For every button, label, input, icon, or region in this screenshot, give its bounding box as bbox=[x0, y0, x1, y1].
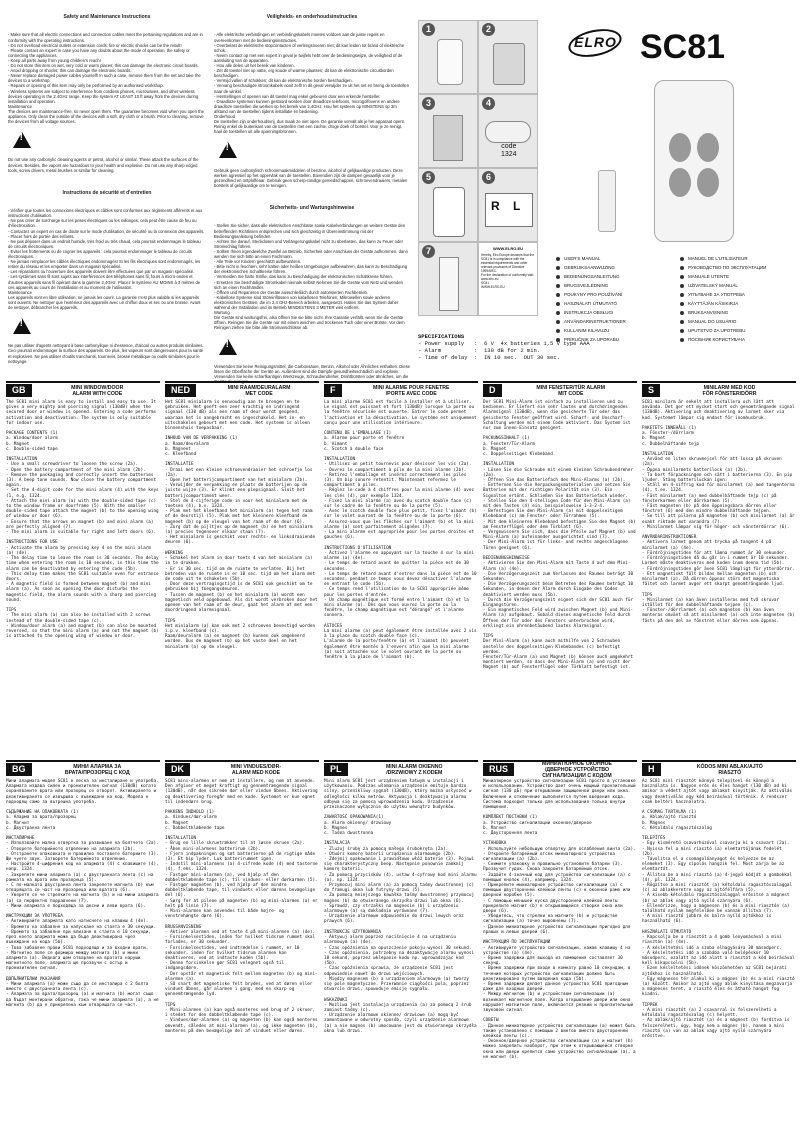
panel-title: MINI WINDOW/DOOR ALARM WITH CODE bbox=[71, 384, 124, 397]
panel-body: Mini alarm SC81 jest urządzeniem łatwym w instalacji i użytkowaniu. Podczas włamania urządzenie emituje bardzo silny, przenikliwy sygnał (130dB), który można usłyszeć w odległości kilku metrów. Aktywacja i deaktywacja alarmu odbywa się za pomocą wprowadzenia kodu. Urządzenie przeznaczone wyłącznie do użytku wewnątrz budynków. ZAWARTOŚĆ OPAKOWANIA(1) a. Alarm okienny/ drzwiowy b. Magnes c. Taśma dwustronna INSTALACJA - Zluzuj śrubę za pomocą małego śrubokręta (2a). - Otwórz komorę baterii urządzenia alarmowego (2b). - Zdejmij opakowanie i prawidłowo włóż baterie (3). Pojawi się charakterystyczny beep. Następnie ponownie zamknij komorę baterii. - Za pomocą przycisków (4), ustaw 4-cyfrowy kod mini alarmu (a), np. 1324. - Przymocuj mini alarm (a) za pomocą taśmy dwustronnej (c) do framugi okna lub futryny drzwi (5). - Za pomocą mniejszego kawałka taśmy dwustronnej przymocuj magnes (b) do otwieranego skrzydła drzwi lub okna (6). - Sprawdź, czy strzałki na magnesie (b) i urządzeniu alarmowym (a) są dokładnie wyrównane (7). - Urządzenie alarmowe odpowiednie do drzwi lewych oraz prawych (6). INSTRUKCJE UŻYTKOWANIA - Aktywuj alarm poprzez naciśnięcie 4 na urządzeniu alarmowym (a) (4e). - Czas opóźnienia na opuszczenie pokoju wynosi 30 sekund. - Czas opóźnienia, potrzebny na dezaktywację alarmu wynosi 10 sekund, poprzez wklepanie kodu np. wprowadzając kod (5b). - Czas opóźnienia sprawia, że urządzenie SC81 jest odpowiednie nawet do drzwi wejściowych. - Między magnesem (b) a urządzeniem alarmowym (a) tworzy się pole magnetyczne. Przerwanie ciągłości pola, poprzez otwarcie drzwi, spowoduje emisję sygnału. WSKAZÓWKI - Możliwa jest instalacja urządzenia (a) za pomocą 2 śrub zamiast taśmy (c). - Urządzenie alarmowe okienne/ drzwiowe (a) mogą być zamontowane w odwrotny sposób, czyli urządzenie alarmowe (a) a nie magnes (b) umocowane jest do otwieranego skrzydła okna lub drzwi. bbox=[324, 779, 477, 1034]
language-item: HASZNÁLATI ÚTMUTATÓ bbox=[556, 299, 672, 308]
language-item: GEBRUIKSAANWIJZING bbox=[556, 263, 672, 272]
declaration-title: WWW.ELRO.EU bbox=[493, 246, 523, 251]
language-item: USER'S MANUAL bbox=[556, 254, 672, 263]
language-item: BEDIENUNGSANLEITUNG bbox=[556, 272, 672, 281]
product-image-2: 2 bbox=[478, 20, 538, 94]
panel-header bbox=[165, 760, 319, 777]
safety-warn-de: Verwenden Sie keine Reinigungsmittel, die Carbonsäure, Benzin, Alkohol oder Ähnliches enthalten. Diese lösen die Oberfläche der Geräte an. Außerdem sind die Dämpfe gesundheitsschädlich und explosiv. Verwenden Sie keine scharfkantigen Werkzeuge, Schraubendreher, Drahtbürsten oder ähnliches, um die Geräte zu reinigen. bbox=[214, 363, 412, 384]
panel-language-code: H bbox=[642, 763, 661, 776]
panel-title: KÓDOS MINI ABLAK/AJTÓ RIASZTÓ bbox=[696, 763, 763, 776]
code-label: code 1324 bbox=[501, 143, 517, 158]
language-panel bbox=[483, 760, 637, 1132]
product-image-7: 7 bbox=[418, 242, 478, 316]
spec-title: SPECIFICATIONS bbox=[418, 333, 465, 340]
product-image-5: 5 bbox=[418, 168, 478, 242]
panel-body: Миниатюрное устройство сигнализации SC81 просто в установке и использовании. Устройство дает очень мощный пронзительный сигнал (130 дБ) при открывании защищенной двери или окна. Включение и отключение выполняется путем введения кода. Система подходит только для использования только внутри помещения. КОМПЛЕКТ ПОСТАВКИ (1) a. Устройство сигнализации оконное/дверное b. Магнит c. Двусторонняя лента УСТАНОВКА - Используйте небольшую отвертку для ослабления винта (2a). - Откройте батарейный отсек миниатюрного устройства сигнализации (a) (2b). - Снимите упаковку и правильно установите батареи (3). Прозвучит гудок. Снова закройте батарейный отсек. - Задайте 4-значный код для устройства сигнализации (a) с помощью кнопок (4), например, 1324. - Прикрепите миниатюрное устройство сигнализации (a) с помощью двусторонней клейкой ленты (c) к оконной раме или дверной коробке (5). - С помощью меньшей куска двусторонней клейкой ленты прикрепите магнит (b) к открывающейся створке окна или двери (6). - Убедитесь, что стрелки на магните (b) и устройстве сигнализации (a) точно выровнены (7). - Данное миниатюрное устройство сигнализации пригодно для правых и левых дверей (6). ИНСТРУКЦИЯ ПО ЭКСПЛУАТАЦИИ - Активируйте устройство сигнализации, нажав клавишу 4 на устройстве (a) (4e). - Время задержки для выхода из помещения составляет 30 секунд. - Время задержки при входе в комнату равно 10 секундам, в течение которых устройство сигнализации должно быть деактивировано путем введения кода (5b). - Время задержки делает данное устройство SC81 пригодным даже для входных дверей. - Между магнитом (b) и устройством сигнализации (a) возникает магнитное поле. Когда открывание двери или окна нарушает магнитное поле, включается резкий и пронзительный звуковой сигнал. СОВЕТЫ - Данное миниатюрное устройство сигнализации (a) может быть также установлено с помощью 2 винтов вместо двусторонней клейкой ленты (c). - Оконное/дверное устройство сигнализации (a) и магнит (b) можно закрепить наоборот, при этом к открывающейся створке окна или двери крепится само устройство сигнализации (a), а не магнит (b). bbox=[483, 779, 636, 1060]
language-item: MANUAL DO USUÁRIO bbox=[680, 317, 796, 326]
bullet-icon bbox=[680, 338, 684, 342]
language-item: KULLANIM KILAVUZU bbox=[556, 326, 672, 335]
language-panel bbox=[483, 381, 637, 756]
panel-title: MINI VINDUES/DØR- ALARM MED KODE bbox=[230, 763, 282, 776]
model-title: SC81 bbox=[640, 28, 726, 66]
safety-title-fr: Instructions de sécurité et d'entretien bbox=[62, 189, 152, 196]
panel-language-code: NED bbox=[165, 384, 196, 397]
panel-language-code: BG bbox=[6, 763, 32, 776]
spec-row: - Time of delay : IN 10 sec. OUT 30 sec. bbox=[418, 354, 560, 361]
bullet-icon bbox=[680, 329, 684, 333]
panel-language-code: S bbox=[642, 384, 660, 397]
panel-header bbox=[642, 381, 796, 398]
safety-body-en: - Make sure that all electric connections and connection cables meet the pertaining regulations and are in conformity with the operating instructions. - Do not overload electrical outlets or extension cords; fire or electric shocks can be the result! - Please contact an expert in case you have any doubts about the mode of operation, the safety or connecting the appliances. - Keep all parts away from young children's reach! - Do not store this item on wet, very cold or warm places; this can damage the electronic circuit boards. - Avoid dropping or shocks; this can damage the electronic boards. - Never replace damaged power cables yourself! In such a case, remove them from the net and take the devices to a workshop. - Repairs or opening of this item may only be performed by an authorised workshop. - Wireless systems are subject to interference from cordless phones, microwaves, and other wireless devices operating in the 2.4GHz range. Keep the system AT LEAST 10 ft away from the devices during installation and operation. Maintenance The devices are maintenance-free, so never open them. The guarantee becomes void when you open the appliance. Only clean the outside of the devices with a soft, dry cloth or a brush. Prior to cleaning, remove the devices from all voltage sources. bbox=[8, 32, 204, 125]
language-item: РУКОВОДСТВО ПО ЭКСПЛУАТАЦИИ bbox=[680, 263, 796, 272]
language-item: BRUKSANVISNING bbox=[680, 308, 796, 317]
panel-language-code: DK bbox=[165, 763, 190, 776]
language-panel bbox=[165, 760, 319, 1132]
panel-title: MINI FENSTER/TÜR ALARM MIT CODE bbox=[536, 384, 606, 397]
safety-column-right bbox=[214, 3, 412, 384]
safety-column-left bbox=[8, 3, 206, 375]
spec-row: - Power supply : 6 V 4x batteries 1,5 V type AAA bbox=[418, 340, 590, 347]
panel-header bbox=[165, 381, 319, 398]
safety-title-de: Sicherheits- und Wartungshinweise bbox=[269, 205, 355, 212]
product-magnet-photo bbox=[598, 170, 616, 232]
panel-body: SC81 mini-alarmen er nem at installere, og nem at anvende. Den afgiver et meget kraftigt og gennemtrængende signal (130dB), når den sikrede dør eller vindue åbnes. Aktivering og deaktivering foregår med en kode. Systemet er kun egnet til indendørs brug. PAKKENS INDHOLD (1) a. Vindues/dør-alarm b. Magnet c. Dobbeltklæbende tape INSTALLATION - Brug en lille skruetrækker til at løsne skruen (2a). - Åben mini-alarmens batterirum (2b). - Fjern indpakningen og sæt batterierne på de rigtige måde (3). Et bip lyder. Luk batterirummet igen. - Indstil mini-alarmens (a) 4-cifrede kode (4) med tasterne (4), f.eks. 1324. - Fastgør mini-alarmen (a), ved hjælp af den dobbeltklæbende tape (c), til vindues- eller dørkarmen (5). - Fastgør magneten (b), ved hjælp af den mindre dobbeltklæbende tape, til vinduets eller dørens bevægelige del (6). - Sørg for at pilene på magneten (b) og mini-alarmen (a) er helt på linie (7). - Mini-alarmen kan anvendes til både højre- og venstrehængte døre (6). BRUGSANVISNING - Aktiver alarmen ved at taste 4 på mini-alarmen (a) (4e). - Forsinkelsestiden, inden for hvilket tidsrum rummet skal forlades, er 30 sekunder. - Forsinkelsestiden, ved indtrædelse i rummet, er 10 sekunder, inden for hvilket tidsrum alarmen kan deaktiveres, ved at indtaste koden (5b). - Denne forsinkelse gør SC81 velegnet også til indgangsdøre. - Der opstår et magnetisk felt mellem magneten (b) og mini-alarmen (a). - Så snart det magnetiske felt brydes, ved at døren eller vinduet åbnes, går alarmen i gang, med en skarp og gennemtrængende lyd. TIPS - Mini-alarmen (a) kan også monteres ved brug af 2 skruer, i stedet for den dobbeltklæbende tape (c). - Vindues/dør-alarmen (a) og magneten (b) kan også monteres omvendt, således at mini-alarmen (a), og ikke magneten (b), monteres på den bevægelige del af vinduet eller døren. bbox=[165, 779, 318, 1034]
panel-header bbox=[642, 760, 796, 777]
language-panel bbox=[165, 381, 319, 756]
panel-body: The SC81 mini alarm is easy to install and easy to use. It gives a very mighty and piercing signal (130dB) when the secured door or window is opened. Entering a code performs activation and deactivation. The system is only suitable for indoor use. PACKAGE CONTENTS (1) a. Window/door alarm b. Magnet c. Double-sided tape INSTALLATION - Use a small screwdriver to loosen the screw (2a). - Open the battery compartment of the mini alarm (2b). - Remove the packaging and correctly insert the batteries (3). A beep tone sounds. Now close the battery compartment again. - Set the 4-digit code for the mini alarm (4) with the keys (1, e.g. 1324. - Attach the mini alarm (a) with the double-sided tape (c) to the window frame or doorframe (5). With the smaller double-sided tape attach the magnet (b) to the opening wing of window or door (6). - Ensure that the arrows on magnet (b) and mini alarm (a) are perfectly aligned (7). - The mini alarm is suitable for right and left doors (6). INSTRUCTIONS FOR USE - Activate the alarm by pressing key 4 on the mini alarm (a) (4e). - The delay time to leave the room is 30 seconds. The delay time when entering the room is 10 seconds, in this time the alarm can be deactivated by entering the code (5b). - This delay time makes the SC81 suitable even for entrance doors. - A magnetic field is formed between magnet (b) and mini alarm (a). As soon as opening the door disturbs the magnetic field, the alarm sounds with a sharp and piercing sound. TIPS - The mini alarm (a) can also be installed with 2 screws instead of the double-sided tape (c). - Window/door alarm (a) and magnet (b) can also be mounted reversed, so that the mini alarm (a) and not the magnet (b) is attached to the opening wing of window or door. bbox=[6, 400, 159, 640]
language-panel bbox=[6, 760, 160, 1132]
panel-header bbox=[6, 381, 160, 398]
safety-title-nl: Veiligheids- en onderhoudsinstructies bbox=[266, 14, 358, 21]
panel-title: МИНИАТЮРНОЕ ОКОННОЕ /ДВЕРНОЕ УСТРОЙСТВО СИГНАЛИЗАЦИИ С КОДОМ bbox=[542, 760, 612, 779]
language-item: UŽIVATELSKÝ MANUÁL bbox=[680, 281, 796, 290]
warning-icon bbox=[13, 132, 31, 148]
warning-icon bbox=[219, 339, 237, 355]
panel-header bbox=[6, 760, 160, 777]
language-panel bbox=[324, 760, 478, 1132]
brand-logo: ELRO bbox=[568, 30, 622, 54]
label-r: R bbox=[491, 199, 500, 213]
product-photo bbox=[654, 80, 734, 242]
product-image-3: 3 bbox=[418, 94, 478, 168]
panel-body: Het SC81 minialarm is eenvoudig aan te brengen en te gebruiken. Het geeft een zeer krachtig en indringend signaal (130 dB) als een raam of deur wordt geopend, waaraan het is aangebracht en ingeschakeld. Het in- en uitschakelen gebeurt met een code. Het systeem is alleen binnenshuis toepasbaar. INHOUD VAN DE VERPAKKING (1) a. Raam/deuralarm b. Magneet c. Kleefband INSTALLATIE - Draai met een kleine schroevendraaier het schroefje los (2a). - Open het batterijcompartiment van het minialarm (2b). - Verwijder de verpakking en plaats de batterijen op de juiste wijze (3). Er klinkt een piepsignaal. Sluit het batterijcompartiment weer. - Stel de 4-cijferige code in voor het minialarm met de toetsen (4), b.v. 1324. - Plak met het kleefband het minialarm (a) tegen het raam of de deurstijl (5). Plak met het kleinere kleefband de magneet (b) op de vleugel van het raam of de deur (6). - Zorg dat de pijltjes op de magneet (b) en het minialarm (a) precies tegenover elkaar staan (7). - Het minialarm is geschikt voor rechts- en linksdraaiende deuren (6). WERKING - Schakel het alarm in door toets 4 van het minialarm (a) in te drukken. - Er is 30 sec. tijd om de ruimte te verlaten. Bij het betreden van de ruimte is er 10 sec. tijd om het alarm met de code uit te schakelen (5b). - Door deze vertragingstijd is de SC81 ook geschikt om te gebruiken bij toegangsdeuren. - Tussen de magneet (b) en het minialarm (a) wordt een magnetisch veld opgebouwd. Als dit wordt verbroken door het openen van het raam of de deur, gaat het alarm af met een doordringend alarmsignaal. TIPS Het minialarm (a) kan ook met 2 schroeven bevestigd worden i.p.v. kleefband (c). Raam/deuralarm (a) en magneet (b) kunnen ook omgekeerd worden. Dus de magneet (b) op het vaste deel en het minialarm (a) op de vleugel. bbox=[165, 400, 318, 650]
safety-title-en: Safety and Maintenance Instructions bbox=[63, 14, 151, 21]
safety-warn-en: Do not use any carbonylic cleaning agents or petrol, alcohol or similar. These attack the surfaces of the devices. Besides, the vapors are hazardous to your health and explosive. Do not use any sharp edged tools, screw drivers, metal brushes or similar for cleaning. bbox=[8, 157, 200, 173]
language-panel bbox=[642, 760, 796, 1132]
panel-header bbox=[483, 381, 637, 398]
panel-language-code: PL bbox=[324, 763, 348, 776]
panel-body: Мини алармата модел SC81 е лесна за инсталиране и употреба. Алармата издава силен и пронизителен сигнал (130dB) когато охраняваните врата или прозорец се отворят. Активирането и деактивирането се извършва с въвеждане на код. Модела е подходящ само за вътрешна употреба. СЪДЪРЖАНИЕ НА ОПАКОВКАТА (1) a. Аларма за врата/прозорец b. Магнит c. Двустранна лента ИНСТАЛИРАНЕ - Използвайте малка отвертка за развиване на болтчето (2a). - Отворете батерийното отделение на алармата (2b). - Отстранете опаковката и правилно поставете батериите (3). Ще чуете звук. Затворете батерийното отделение. - Настройте 4-цифрения код на алармата (4) с клавишите (4), напр. 1324. - Закрепете мини алармата (a) с двустранната лента (c) на рамката на врата или прозореца (5). - С по-малката двустранна лента закрепете магнита (b) към отварящата се част на прозореца или вратата (6). - Уверете се че стрелките на магнита (b) и на мини алармата (a) са перфектно подравнени (7). - Мини алармата е подходяща за десни и леви врата (6). ИНСТРУКЦИИ ЗА УПОТРЕБА - Активирайте алармата като натиснете на клавиш 4 (4e). - Времето на забавяне за напускане на стаята е 30 секунди. - Времето за забавяне при влизане в стаята е 10 секунди, през което алармата може да бъде деактивирана чрез въвеждане на кода (5b). - Това забавяне прави SC81 подходяща и за входни врати. - Магнитно поле се формира между магнита (b) и мини алармата (a). Веднага щом отваряне на вратата наруши магнитното поле, алармата ще прозвучи с остър и пронизителен сигнал. ДОПЪЛНИТЕЛНИ УКАЗАНИЯ - Мини алармата (a) може също да се инсталира с 2 болта вместо с двустранната лента (c). - Алармата за врата/прозорец (a) и магнита (b) могат също да бъдат монтирани обратно, така че мини алармата (a), а не магнита (b) да е прикрепена към отварящата се част. bbox=[6, 779, 159, 1008]
language-item: KÄYTTÄJÄN KÄSIKIRJA bbox=[680, 299, 796, 308]
language-item: PRIRUČNIK ZA UPORABU bbox=[556, 335, 672, 344]
bullet-icon bbox=[680, 320, 684, 324]
safety-body-fr: - Vérifier que toutes les connexions électriques et câbles sont conformes aux règlements afférents et aux instructions d'utilisation. - Ne pas créer de surcharge sur les prises électriques ou les rallonges, cela peut être cause de feu ou d'électrocution. - Contactez un expert en cas de doute sur le mode d'utilisation, de sécurité ou la connexion des appareils. - Placer hors de portée des enfants. - Ne pas déposer dans un endroit humide, très froid ou très chaud, cela pourrait endommager le tableau de circuits électroniques. - Eviter les frottements ou de cogner les appareils : cela pourrait endommager le tableau de circuits électroniques. - Ne jamais remplacer les câbles électriques endommagés! Si les fils électriques sont endommagés, les retirer du réseau et les emporter dans un magasin spécialisé. - Les réparations ou l'ouverture des appareils doivent être effectuées que par un magasin spécialisé. - Les systèmes sans fil sont sujets aux interférences des téléphones sans fil, fours à micro-ondes et d'autres appareils sans fil opérant dans la gamme 2,4GHz. Placez le système AU MOINS à 3 mètres de ces appareils au cours de l'installation et au moment de l'utilisation. Maintenance Les appareils sont en libre utilisation, ne jamais les ouvrir. La garantie n'est plus valable si les appareils sont ouverts. Ne nettoyer que l'extérieur des appareils avec un chiffon doux et sec ou une brosse. Avant de nettoyer, débrancher les appareils. bbox=[8, 208, 205, 310]
language-item: UPUTSTVO ZA UPOTREBU bbox=[680, 326, 796, 335]
panel-body: La mini alarme SC81 est facile à installer et à utiliser. Le signal est puissant et fort (130dB) lorsque la porte ou la fenêtre sécurisée est ouverte. Entrer le code permet l'activation et la désactivation. Le système est uniquement conçu pour une utilisation intérieure. CONTENU DE L'EMBALLAGE (1) a. Alarme pour porte et fenêtre b. Aimant c. Scotch à double face INSTALLATION - Utilisez un petit tournevis pour dévisser les vis (2a). - Ouvrez le compartiment à pile de la mini alarme (2b). - Retirez l'emballage et insérez correctement les piles (3). Un bip sonore retentit. Maintenant refermez le compartiment à piles. - Réglez le code à 4 chiffres pour la mini alarme (4) avec les clés (4), par exemple 1324. - Fixez la mini alarme (a) avec du scotch double face (c) sur le cadre de la fenêtre ou de la porte (5). - Avec le scotch double face plus petit, fixez l'aimant (b) sur le volet ouvrant de la fenêtre ou de la porte (6). - Assurez-vous que les flèches sur l'aimant (b) et la mini alarme (a) sont parfaitement alignées (7). - La mini alarme est appropriée pour les portes droites et gauches (6). INSTRUCTIONS D'UTILISATION - Activez l'alarme en appuyant sur la touche 4 sur la mini alarme (a) (4e). - Le temps de retard avant de quitter la pièce est de 30 secondes. - Le temps de retard avant d'entrer dans la pièce est de 10 secondes, pendant ce temps vous devez désactiver l'alarme en entrant le code (5b). - Ce temps rend l'utilisation de la SC81 appropriée même pour les portes d'entrée. - Un champ magnétique est formé entre l'aimant (b) et la mini alarme (a). Dès que vous ouvrez la porte ou la fenêtre, le champ magnétique est "dérangé" et l'alarme sonnera. ASTUCES La mini alarme (a) peut également être installée avec 2 vis à la place du scotch double face (c). L'alarme de la porte/fenêtre (a) et l'aimant (b) peuvent également être montés à l'envers afin que la mini alarme (a) soit attachée sur le volet ouvrant de la porte ou fenêtre à la place de l'aimant (b). bbox=[324, 400, 477, 660]
panel-language-code: RUS bbox=[483, 763, 514, 776]
panel-language-code: D bbox=[483, 384, 502, 397]
language-list bbox=[556, 254, 796, 344]
spec-row: - Alarm : 130 dB for 2 min. bbox=[418, 347, 541, 354]
bullet-icon bbox=[556, 311, 560, 315]
language-item: MANUALE UTENTE bbox=[680, 272, 796, 281]
product-image-1: 1 bbox=[418, 20, 478, 94]
safety-warn-fr: Ne pas utiliser d'agents nettoyant à base carbonylique ni d'essence, d'alcool ou autres produits similaires. Ceci pourrait endommager la surface des appareils. De plus, les vapeurs sont dangereuses pour la santé et explosives. Ne pas utiliser d'outils tranchants, tournevis, brosse métallique ou outils similaires pour le nettoyage. bbox=[8, 343, 205, 364]
language-panel bbox=[6, 381, 160, 756]
bullet-icon bbox=[680, 257, 684, 261]
language-panel bbox=[324, 381, 478, 756]
declaration-text: Hereby, Elro Europe declares that the SC81 is in compliance with the essential requirements and other relevant provisions of Directive 1999/5/EC. For the declaration of conformity visit: www.elro.eu SC81 WWW.ELRO.EU bbox=[481, 253, 535, 289]
declaration-box bbox=[478, 242, 538, 316]
bullet-icon bbox=[680, 284, 684, 288]
product-image-4: 4 code 1324 bbox=[478, 94, 538, 168]
language-item: ПОСІБНИК КОРИСТУВАЧА bbox=[680, 335, 796, 344]
warning-icon bbox=[219, 142, 237, 158]
panel-title: MINI ALARM OKIENNO /DRZWIOWY Z KODEM bbox=[385, 763, 443, 776]
bullet-icon bbox=[556, 266, 560, 270]
bullet-icon bbox=[680, 311, 684, 315]
language-item: INSTRUKCJA OBSŁUGI bbox=[556, 308, 672, 317]
bullet-icon bbox=[680, 293, 684, 297]
panel-language-code: GB bbox=[6, 384, 32, 397]
language-panel bbox=[642, 381, 796, 756]
bullet-icon bbox=[556, 275, 560, 279]
language-item: POUKYNY PRO POUŽÍVÁNÍ bbox=[556, 290, 672, 299]
panel-body: Der SC81 Mini-Alarm ist einfach zu installieren und zu bedienen. Er liefert ein sehr lautes und durchdringendes Alarmsignal (130dB), wenn die gesicherte Tür oder das gesicherte Fenster geöffnet wird. Scharf- und Unscharf-Schaltung werden mit einem Code aktiviert. Das System ist nur zum Innen-Einsatz geeignet. PACKUNGSINHALT (1) a. Fenster/Tür-Alarm b. Magnet c. Doppelseitiges Klebeband INSTALLATION - Lösen Sie die Schraube mit einem kleinen Schraubendreher (2a). - Öffnen Sie das Batteriefach des Mini-Alarms (a) (2b). - Entfernen Sie die Verpackungsmaterialien und setzen Sie Batterien mit der richtigen Polarität ein (3). Ein Signalton ertönt. Schließen Sie das Batteriefach wieder. - Stellen Sie den 4-stelligen Code für den Mini-Alarm (a) mit den Tasten (4) ein, beispielsweise 1-3-2-4. - Befestigen Sie den Mini-Alarm (a) mit doppelseitigem Klebeband (c) am Fenster- oder Türrahmen (5). - Mit dem kleineren Klebeband befestigen Sie den Magnet (b) am Fensterflügel oder dem Türblatt (6). - Vergewissern Sie sich, dass die Pfeile auf Magnet (b) und Mini-Alarm (a) aufeinander ausgerichtet sind (7). - Der Mini-Alarm ist für links- und rechts angeschlagene Türen geeignet (6). BEDIENUNGSHINWEISE - Aktivieren Sie den Mini-Alarm mit Taste 4 auf dem Mini-Alarm (a) (4e). - Die Verzögerungszeit zum Verlassen des Raumes beträgt 30 Sekunden. - Die Verzögerungszeit beim Betreten des Raumes beträgt 10 Sekunden, in denen der Alarm durch Eingabe des Codes deaktiviert werden muss (5b). - Durch die Verzögerungszeit eignet sich der SC81 auch für Eingangstüren. - Ein magnetisches Feld wird zwischen Magnet (b) und Mini-Alarm (a) aufgebaut. Sobald dieses magnetische Feld durch Öffnen der Tür oder des Fensters unterbrochen wird, erklingt ein ohrenbetäubend lautes Alarmsignal. TIPS Der Mini-Alarm (a) kann auch mithilfe von 2 Schrauben anstelle des doppelseitigen Klebebandes (c) befestigt werden. Fenster/Tür-Alarm (a) und Magnet (b) können auch umgekehrt montiert werden, so dass der Mini-Alarm (a) und nicht der Magnet (b) auf Fensterflügel oder Türblatt befestigt ist. bbox=[483, 400, 636, 671]
panel-title: MINI ALARME POUR FENETRE /PORTE AVEC CODE bbox=[373, 384, 450, 397]
panel-header bbox=[483, 760, 637, 777]
safety-body-de: - Stellen Sie sicher, dass alle elektrischen Anschlüsse sowie Kabelverbindungen an weitere Geräte den betreffenden Richtlinien entsprechen und sich gleichzeitig in Übereinstimmung mit der Bedienungsanleitung befinden. - Achten Sie darauf, Steckdosen und Verlängerungskabel nicht zu überlasten, das kann zu Feuer oder Stromschlag führen. - Sollten Ihnen irgendwelche Zweifel an Betrieb, Sicherheit oder Anschluss der Geräte aufkommen, dann wenden Sie sich bitte an einen Fachmann. - Alle Teile vor Kindern geschützt aufbewahren. - Bitte nicht in feuchten, sehr kalten oder heißen Umgebungen aufbewahren, das kann zu Beschädigung der elektronischen Schaltkreise führen. - Vermeiden Sie harte Stöße, das kann zu Beschädigung der elektronischen Schaltkreise führen. - Ersetzen Sie beschädigte Stromkabel niemals selbst! Nehmen Sie die Geräte vom Netz und wenden sich an einen Fachhändler. - Öffnen und Reparieren der Geräte ausschließlich durch autorisierten Fachbetrieb. - Kabellose Systeme sind Störeinflüssen von kabellosen Telefonen, Mikrowellen sowie anderen elektronischen Geräten, die im 2,4 GHz-Bereich arbeiten, ausgesetzt. Halten Sie das System daher während der Installation und im Betrieb MINDESTENS 3 METER weit entfernt. Wartung Die Geräte sind wartungsfrei, also öffnen Sie sie bitte nicht. Ihre Garantie verfällt, wenn Sie die Geräte öffnen. Reinigen Sie die Geräte nur mit einem weichen und trockenen Tuch oder einer Bürste. Vor dem Reinigen ziehen Sie bitte alle Stromanschlüsse ab. bbox=[214, 223, 408, 331]
bullet-icon bbox=[680, 275, 684, 279]
safety-body-nl: - Alle elektrische verbindingen en verbindingskabels moeten voldoen aan de juiste regels en overeenkomen met de bedieningsinstructies. - Overbelast de elektrische stopcontacten of verlengsnoeren niet; dit kan leiden tot brand of elektrische schok. - Neem contact op met een expert in geval je twijfels hebt over de bedieningswijze, de veiligheid of de aansluiting van de apparaten. - Hou alle delen uit het bereik van kinderen. - Zet dit toestel niet op natte, erg koude of warme plaatsen; dit kan de elektronische circuitborden beschadigen. - Vermijd vallen of schokken; dit kan de elektronische borden beschadigen. - Vervang beschadigde stroomkabels nooit zelf! In dit geval verwijder ze uit het net en breng de toestellen naar de winkel. - Herstellingen of openen van dit toestel mag enkel gebeuren door een erkende hersteller. - Draadloze systemen kunnen gestoord worden door draadloze telefoons, microgolfovens en andere draadloze toestellen die werken op het bereik van 2,4GHz. Hou het systeem op MINSTENS op 3m afstand van de toestellen tijdens installatie en bediening. Onderhoud De toestellen zijn onderhoudsvrij, dus maak ze niet open. De garantie vervalt als je het apparaat opent. Reinig enkel de buitenkant van de toestellen met een zachte, droge doek of borstel. Voor je ze reinigt, haal de toestellen uit alle spanningsbronnen. bbox=[214, 32, 410, 135]
bullet-icon bbox=[680, 266, 684, 270]
bullet-icon bbox=[556, 293, 560, 297]
panel-title: MINI RAAM/DEURALARM MET CODE bbox=[227, 384, 291, 397]
language-item: УПЪТВАНЕ ЗА УПОТРЕБА bbox=[680, 290, 796, 299]
bullet-icon bbox=[680, 302, 684, 306]
panel-body: SC81 minilarm är enkelt att installera och lätt att använda. Det ger ett mycket stort och genomträngande signal (130dB). Aktivering och deaktivering av larmet sker via kod. Systemet lämpar sig endast för inomhusbruk. PAKETETS INNEHÅLL (1) a. Fönster-/dörrlarm b. Magnet c. Dubbelhäftande tejp INSTALLATION - Använd en liten skruvmejsel för att lossa på skruven (2a). - Öppna minilarmets batterilock (a) (2b). - Ta bort förpackningen och sätt i batterierna (3). En pip ljuder. Stäng batteriluckan igen. - Ställ en 4-siffrig kod för minilarmet (a) med tangenterna (4), t.ex. 1324. - Fäst minilarmet (a) med dubbelhäftande tejp (c) på fönsterkarmen eller dörrkarmen (5). - Fäst magneten (b) på den öppningsbara dörren eller fönstret (6) med den mindre dubbelhäftande tejpen. - Se till att pilarna på magneten (b) och minilarmet (a) är exakt riktade mot varandra (7). - Minilarmet lämpar sig för höger- och vänsterdörrar (6). ANVÄNDARINSTRUKTIONER - Aktivera larmet genom att trycka på tangent 4 på minilarmet (a) (4e). - Fördröjningstiden för att lämna rummet är 30 sekunder. - Fördröjningstiden då du går in i rummet är 10 sekunder. Larmet måste deaktiveras med koden inom denna tid (5b). - Fördröjningstiden gör även SC81 lämpligt för ytterdörrar. - Ett magnetiskt fält bildas mellan magneten (b) och minilarmet (a). Då dörren öppnas störs det magnetiska fältet och larmet avger ett skarpt genomträngande ljud. TIPS - Minilarmet (a) kan även installeras med två skruvar istället för den dubbelhäftande tejpen (c). - Fönster-/dörrlarmet (a) och magneten (b) kan även monteras omvänt så att minilarmet (a) och inte magneten (b) fästs på den del av fönstret eller dörren som öppnas. bbox=[642, 400, 795, 624]
language-item: BRUGSVEJLEDNING bbox=[556, 281, 672, 290]
panel-language-code: F bbox=[324, 384, 342, 397]
product-image-6: 6 R L bbox=[478, 168, 538, 242]
panel-header bbox=[324, 760, 478, 777]
bullet-icon bbox=[556, 320, 560, 324]
warning-icon bbox=[13, 318, 31, 334]
bullet-icon bbox=[556, 284, 560, 288]
language-item: MANUEL DE L'UTILISATEUR bbox=[680, 254, 796, 263]
safety-warn-nl: Gebruik geen carbonylisch schoonmaakmiddelen of benzine, alcohol of gelijkaardige producten. Deze werken agressief op het oppervlak van de toestellen. Bovendien zijn de dampen gevaarlijk voor je gezondheid en ontploffeaar. Gebruik geen scherp-randige gereedschappen, schroevendraaiers, metalen borstels of gelijkaardige om te reinigen. bbox=[214, 167, 409, 188]
specifications bbox=[418, 333, 598, 361]
panel-body: Az SC81 mini riasztót könnyű telepíteni és könnyű a használata is. Nagyon erős és éles hangot (130 dB) ad ki amikor a védett ajtót vagy ablakot kinyitják. Az aktiválás vagy deaktiválás egy kód beírásával történik. A rendszer csak beltéri használatra. A CSOMAG TARTALMA (1) a. Ablak/ajtó riasztó b. Mágnes c. Kétoldalú ragasztószalag TELEPÍTÉS - Egy kisméretű csavarhúzóval csavarja ki a csavart (2a). - Nyissa fel a mini riasztó (a) elemtartójának fedelét (2b). - Távolítsa el a csomagolóanyagot és helyezze be az elemeket (3). Egy sípolás hangzik fel. Most zárja be az elemtartót. - Állítsa be a mini riasztó (a) 4-jegyű kódját a gombokkal (4), pl. 1324. - Rögzítse a mini riasztót (a) kétoldalú ragasztószalaggal (c) az ablakkeretre vagy az ajtófélfára (5). - A kisebb kétoldalú ragasztószalaggal erősítse a mágnest (b) az ablak vagy ajtó nyíló szárnyára (6). - Ellenőrizze, hogy a mágnesen (b) és a mini riasztón (a) található nyilak megfelelően be vannak állítva (7). - A mini riasztó jobbra és balra nyíló ajtókhoz is használható (6). HASZNÁLATI ÚTMUTATÓ - Kapcsolja be a riasztót a 4 gomb lenyomásával a mini riasztón (a) (4e). - A késleltetési idő a szoba elhagyására 30 másodperc. - A késleltetési idő a szobába való belépéskor 10 másodperc, ezalatt az idő alatt a riasztót a kód beírásával kell kikapcsolni (5b). - Ezen késleltetési időnek köszönhetően az SC81 bejárati ajtókhoz is használható. - Egy mágneses tér alakul ki a mágnes (b) és a mini riasztó (a) között. Amikor az ajtó vagy ablak kinyitása megzavarja a mágneses teret, a riasztó éles és átható hangot fog kiadni. TIPPEK - A mini riasztót (a) 2 csavarral is felszerelheti a kétoldalú ragasztószalag (c) helyett. - Az ablak/ajtó riasztót (a) és a mágnest (b) fordítva is felszerelheti, úgy, hogy nem a mágnes (b), hanem a mini riasztó (a) van az ablak vagy ajtó nyíló szárnyára erősítve. bbox=[642, 779, 795, 1039]
language-item: ANVÄNDARINSTRUKTIONER bbox=[556, 317, 672, 326]
bullet-icon bbox=[556, 257, 560, 261]
panel-header bbox=[324, 381, 478, 398]
label-l: L bbox=[513, 199, 521, 213]
panel-title: МИНИ АЛАРМА ЗА ВРАТА/ПРОЗОРЕЦ С КОД bbox=[64, 763, 130, 776]
panel-title: MINILARM MED KOD FÖR FÖNSTER/DÖRR bbox=[702, 384, 757, 397]
bullet-icon bbox=[556, 302, 560, 306]
bullet-icon bbox=[556, 329, 560, 333]
